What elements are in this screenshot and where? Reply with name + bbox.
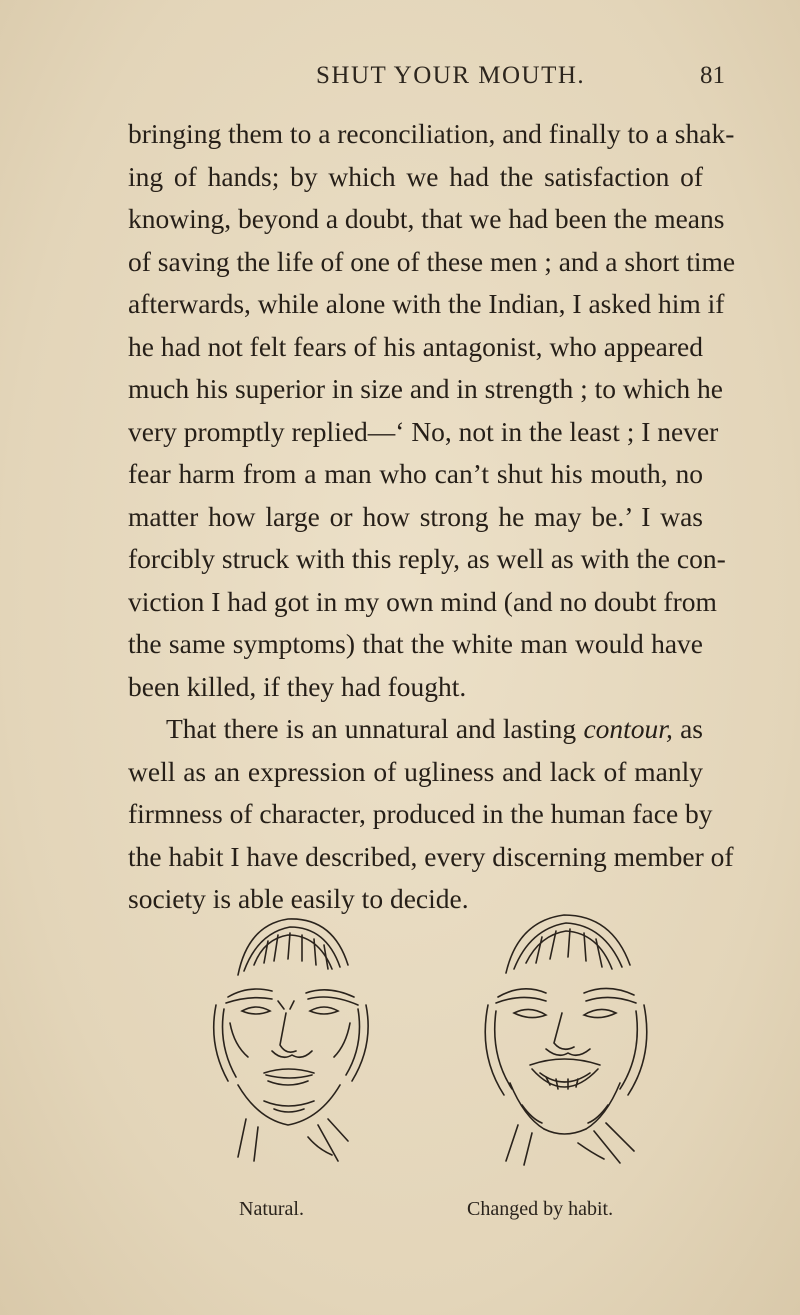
text-line: afterwards, while alone with the Indian, I asked him if — [128, 288, 725, 319]
text-line: fear harm from a man who can’t shut his mouth, no — [128, 458, 703, 489]
text-line: knowing, beyond a doubt, that we had been the means — [128, 203, 725, 234]
text-line: ing of hands; by which we had the satisfaction of — [128, 160, 703, 192]
text-segment: as — [672, 713, 703, 744]
caption-natural: Natural. — [239, 1198, 304, 1220]
body-text — [128, 113, 736, 921]
text-line: viction I had got in my own mind (and no doubt from — [128, 585, 717, 617]
text-line: he had not felt fears of his antagonist, who appeared — [128, 330, 703, 362]
natural-face-illustration — [168, 905, 408, 1170]
text-line: much his superior in size and in strength ; to which he — [128, 373, 723, 404]
emphasis-word: contour, — [583, 713, 673, 744]
running-head — [0, 62, 800, 96]
figure-natural-face — [168, 905, 408, 1170]
text-segment: That there is an unnatural and lasting — [166, 713, 584, 744]
text-line: the habit I have described, every discerning member of — [128, 840, 734, 872]
text-line: bringing them to a reconciliation, and finally to a shak- — [128, 118, 735, 149]
page-number: 81 — [700, 62, 725, 89]
text-line: firmness of character, produced in the human face by — [128, 798, 713, 829]
text-line: very promptly replied—‘ No, not in the least ; I never — [128, 415, 719, 447]
paragraph-2 — [128, 708, 734, 921]
text-line: the same symptoms) that the white man would have — [128, 628, 703, 659]
text-line: of saving the life of one of these men ; and a short time — [128, 245, 736, 277]
paragraph-1 — [128, 113, 736, 708]
figure-changed-face — [444, 905, 684, 1170]
changed-face-illustration — [444, 905, 684, 1170]
text-line: well as an expression of ugliness and lack of manly — [128, 755, 703, 787]
text-line: forcibly struck with this reply, as well as with the con- — [128, 543, 726, 574]
text-line: been killed, if they had fought. — [128, 670, 467, 702]
running-title: SHUT YOUR MOUTH. — [316, 62, 586, 89]
text-line — [128, 708, 703, 751]
text-line: matter how large or how strong he may be.’ I was — [128, 500, 703, 532]
caption-changed: Changed by habit. — [467, 1198, 614, 1220]
text-line: society is able easily to decide. — [128, 883, 469, 914]
